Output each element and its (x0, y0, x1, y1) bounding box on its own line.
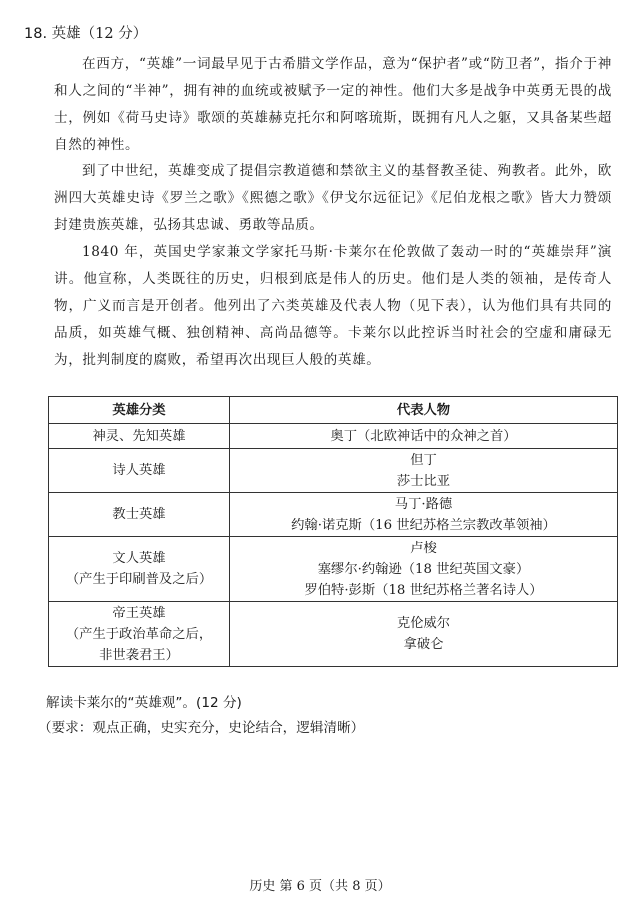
question-heading (24, 24, 147, 44)
figures-cell (230, 449, 618, 493)
category-text: 文人英雄 (112, 551, 166, 566)
category-text: 帝王英雄 (112, 605, 166, 621)
question-number: 18. (24, 26, 48, 42)
figures-cell (230, 602, 618, 667)
table-header-row (49, 397, 618, 424)
table-row (49, 602, 618, 667)
table-row (49, 537, 618, 602)
table-row (49, 424, 618, 449)
category-note: 非世袭君王） (99, 647, 179, 663)
category-cell (49, 537, 230, 602)
figures-cell (230, 537, 618, 602)
figure-text: 拿破仑 (403, 637, 444, 652)
category-text: 神灵、先知英雄 (92, 428, 186, 444)
figure-text: 莎士比亚 (396, 473, 451, 489)
figures-cell (230, 424, 618, 449)
category-text: 教士英雄 (112, 507, 166, 522)
question-title: 英雄（12 分） (51, 26, 148, 42)
figure-text: 罗伯特·彭斯（18 世纪苏格兰著名诗人） (304, 582, 543, 598)
page-footer: 历史 第 6 页（共 8 页） (249, 879, 391, 894)
paragraph-carlyle: 1840 年，英国史学家兼文学家托马斯·卡莱尔在伦敦做了轰动一时的“英雄崇拜”演讲。他宣称，人类既往的历史，归根到底是伟人的历史。他们是人类的领袖，是传奇人物，广义而言是开创者。他列出了六类英雄及代表人物（见下表），认为他们具有共同的品质，如英雄气概、独创精神、高尚品德等。卡莱尔以此控诉当时社会的空虚和庸碌无为，批判制度的腐败，希望再次出现巨人般的英雄。 (54, 244, 612, 368)
hero-table (48, 396, 618, 667)
header-category: 英雄分类 (49, 397, 230, 424)
table-row (49, 493, 618, 537)
figure-text: 但丁 (410, 452, 437, 468)
figure-text: 塞缪尔·约翰逊（18 世纪英国文豪） (317, 561, 530, 577)
figure-text: 约翰·诺克斯（16 世纪苏格兰宗教改革领袖） (291, 517, 556, 533)
answer-requirements: （要求：观点正确，史实充分，史论结合，逻辑清晰） (38, 720, 365, 736)
category-text: 诗人英雄 (112, 463, 166, 478)
paragraph-middle-ages: 到了中世纪，英雄变成了提倡宗教道德和禁欲主义的基督教圣徒、殉教者。此外，欧洲四大英雄史诗《罗兰之歌》《熙德之歌》《伊戈尔远征记》《尼伯龙根之歌》皆大力赞颂封建贵族英雄，弘扬其忠诚、勇敢等品质。 (54, 163, 612, 233)
category-cell (49, 449, 230, 493)
figure-text: 克伦威尔 (396, 616, 451, 631)
category-cell (49, 602, 230, 667)
table-row (49, 449, 618, 493)
header-figures: 代表人物 (230, 397, 618, 424)
category-cell (49, 424, 230, 449)
category-note: （产生于政治革命之后， (65, 626, 213, 642)
category-cell (49, 493, 230, 537)
figure-text: 奥丁（北欧神话中的众神之首） (330, 428, 517, 444)
figure-text: 马丁·路德 (394, 496, 453, 512)
category-note: （产生于印刷普及之后） (65, 572, 213, 587)
figure-text: 卢梭 (410, 540, 437, 556)
figures-cell (230, 493, 618, 537)
task-prompt: 解读卡莱尔的“英雄观”。(12 分) (46, 695, 242, 711)
paragraph-greek-origin: 在西方，“英雄”一词最早见于古希腊文学作品，意为“保护者”或“防卫者”，指介于神和人之间的“半神”，拥有神的血统或被赋予一定的神性。他们大多是战争中英勇无畏的战士，例如《荷马史诗》歌颂的英雄赫克托尔和阿喀琉斯，既拥有凡人之躯，又具备某些超自然的神性。 (54, 56, 612, 153)
